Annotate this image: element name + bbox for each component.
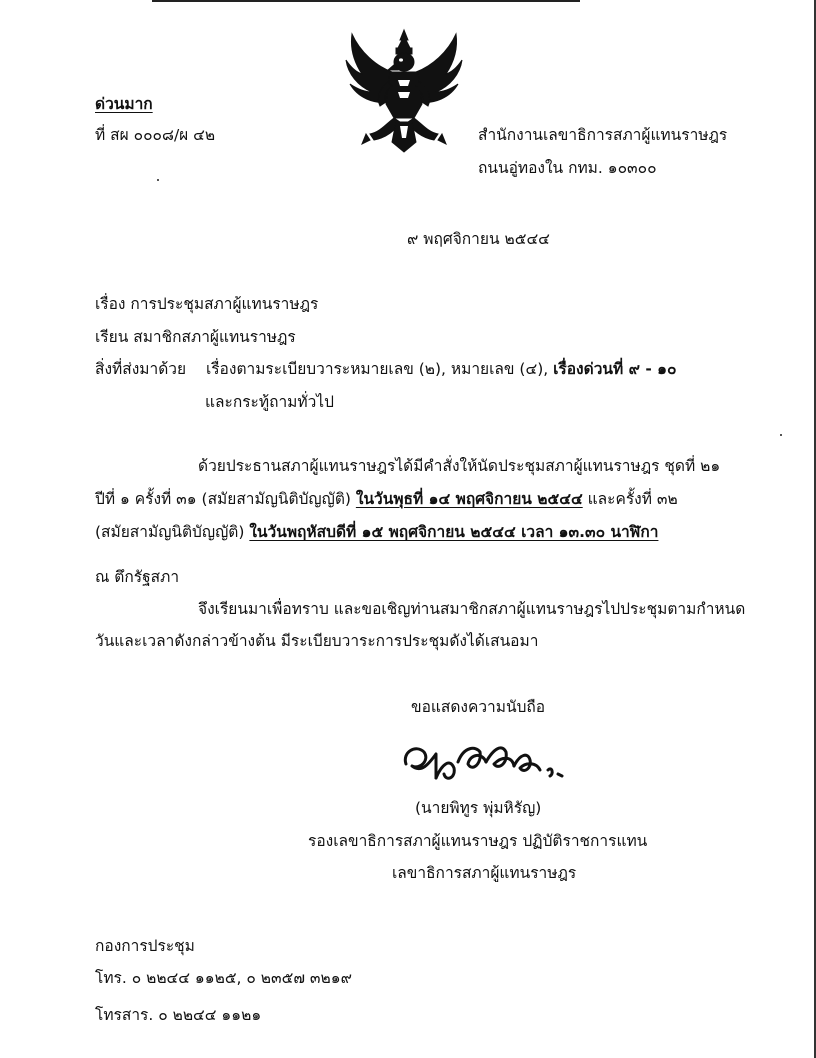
session-number: ปีที่ ๑ ครั้งที่ ๓๑ (สมัยสามัญนิติบัญญัติ) (95, 490, 356, 508)
body-paragraph-1-line-2 (95, 488, 678, 510)
closing-salutation: ขอแสดงความนับถือ (411, 698, 546, 716)
reference-number: ที่ สผ ๐๐๐๘/ผ ๔๒ (95, 126, 216, 144)
session-type: (สมัยสามัญนิติบัญญัติ) (95, 523, 250, 541)
scan-speck (780, 434, 782, 436)
subject-line: เรื่อง การประชุมสภาผู้แทนราษฎร (95, 295, 319, 313)
body-paragraph-1-line-1: ด้วยประธานสภาผู้แทนราษฎรได้มีคำสั่งให้นัดประชุมสภาผู้แทนราษฎร ชุดที่ ๒๑ (198, 457, 721, 475)
body-paragraph-1-line-4: ณ ตึกรัฐสภา (95, 568, 180, 586)
body-paragraph-2-line-2: วันและเวลาดังกล่าวข้างต้น มีระเบียบวาระการประชุมดังได้เสนอมา (95, 632, 539, 650)
division-name: กองการประชุม (95, 937, 195, 955)
sender-address: ถนนอู่ทองใน กทม. ๑๐๓๐๐ (478, 159, 657, 177)
phone-number: โทร. ๐ ๒๒๔๔ ๑๑๒๕, ๐ ๒๓๕๗ ๓๒๑๙ (95, 969, 352, 987)
meeting-date-2: ในวันพฤหัสบดีที่ ๑๕ พฤศจิกายน ๒๕๔๔ เวลา ๑๓.๓๐ นาฬิกา (249, 523, 659, 541)
letter-date: ๙ พฤศจิกายน ๒๕๔๔ (407, 230, 550, 248)
body-paragraph-1-line-3 (95, 521, 658, 543)
top-rule (152, 0, 580, 2)
signer-title-line-2: เลขาธิการสภาผู้แทนราษฎร (392, 864, 577, 882)
enclosure-urgent-items: เรื่องด่วนที่ ๙ - ๑๐ (553, 360, 677, 378)
handwritten-signature (398, 734, 570, 792)
body-paragraph-2-line-1: จึงเรียนมาเพื่อทราบ และขอเชิญท่านสมาชิกสภาผู้แทนราษฎรไปประชุมตามกำหนด (198, 600, 746, 618)
fax-number: โทรสาร. ๐ ๒๒๔๔ ๑๑๒๑ (95, 1006, 262, 1024)
sender-office: สำนักงานเลขาธิการสภาผู้แทนราษฎร (478, 126, 728, 144)
enclosure-line (95, 358, 676, 380)
enclosure-label: สิ่งที่ส่งมาด้วย (95, 360, 187, 378)
scan-speck (157, 179, 159, 181)
garuda-emblem-icon (340, 26, 468, 156)
signer-title-line-1: รองเลขาธิการสภาผู้แทนราษฎร ปฏิบัติราชการแทน (308, 832, 648, 850)
recipient-line: เรียน สมาชิกสภาผู้แทนราษฎร (95, 328, 296, 346)
enclosure-continuation: และกระทู้ถามทั่วไป (205, 393, 334, 411)
enclosure-text: เรื่องตามระเบียบวาระหมายเลข (๒), หมายเลข (๔), (205, 360, 554, 378)
session-number-2: และครั้งที่ ๓๒ (582, 490, 678, 508)
meeting-date-1: ในวันพุธที่ ๑๔ พฤศจิกายน ๒๕๔๔ (355, 490, 583, 508)
signer-name: (นายพิทูร พุ่มหิรัญ) (415, 799, 542, 817)
urgency-label: ด่วนมาก (95, 95, 153, 113)
